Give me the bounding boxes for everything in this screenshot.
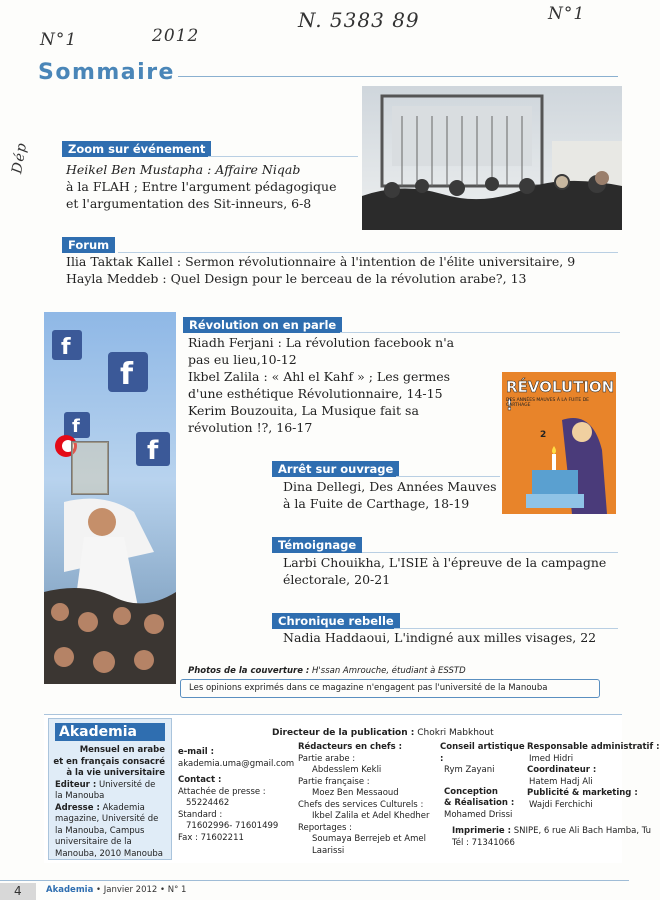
imprimerie-block <box>452 826 652 849</box>
handwritten-reference: N. 5383 89 <box>298 8 420 32</box>
svg-text:f: f <box>147 436 159 466</box>
author: Heikel Ben Mustapha : Affaire Niqab <box>66 162 301 177</box>
toc-entry-revolution[interactable] <box>188 334 454 436</box>
book-cover-title: RÉVOLUTION ! <box>506 378 615 414</box>
section-rule <box>396 476 500 477</box>
chefs-label: Chefs des services Culturels : <box>298 799 424 810</box>
redacteurs-label: Rédacteurs en chefs : <box>298 742 403 752</box>
conception-label: Conception <box>444 786 498 797</box>
svg-text:f: f <box>61 335 71 360</box>
toc-line: d'une esthétique Révolutionnaire, 14-15 <box>188 386 443 401</box>
section-rule <box>208 156 358 157</box>
desc-line: Mensuel en arabe <box>79 745 165 755</box>
disclaimer: Les opinions exprimés dans ce magazine n'engagent pas l'université de la Manouba <box>180 679 600 698</box>
toc-entry-chronique[interactable]: Nadia Haddaoui, L'indigné aux milles visages, 22 <box>283 630 597 645</box>
directeur <box>272 728 494 740</box>
footer-date: • Janvier 2012 • N° 1 <box>96 885 187 895</box>
directeur-label: Directeur de la publication : <box>272 728 415 738</box>
toc-line: et l'argumentation des Sit-inneurs, 6-8 <box>66 196 312 211</box>
imprimerie-label: Imprimerie : <box>452 826 512 836</box>
fax-value: Fax : 71602211 <box>178 832 244 843</box>
toc-entry-temoignage[interactable] <box>283 554 606 588</box>
protest-photo <box>362 86 622 230</box>
presse-label: Attachée de presse : <box>178 786 266 797</box>
toc-line: Larbi Chouikha, L'ISIE à l'épreuve de la campagne <box>283 555 607 570</box>
toc-line: à la FLAH ; Entre l'argument pédagogique <box>66 179 337 194</box>
reportages-label: Reportages : <box>298 822 353 833</box>
desc-line: et en français consacré <box>53 756 165 767</box>
toc-line: Dina Dellegi, Des Années Mauves <box>283 479 497 494</box>
masthead-info <box>48 718 172 860</box>
adresse-label: Adresse : <box>55 802 100 813</box>
toc-line: Riadh Ferjani : La révolution facebook n'a <box>188 335 455 350</box>
masthead-editeur <box>49 780 171 803</box>
footer-rule <box>0 880 629 881</box>
toc-line: électorale, 20-21 <box>283 572 391 587</box>
footer-issue <box>46 885 186 895</box>
section-rule <box>340 332 620 333</box>
conseil-block <box>440 742 528 821</box>
pub-value: Wajdi Ferchichi <box>529 799 593 810</box>
arabe-label: Partie arabe : <box>298 753 356 764</box>
page-number: 4 <box>0 883 36 900</box>
svg-text:f: f <box>72 416 80 437</box>
toc-line: à la Fuite de Carthage, 18-19 <box>283 496 470 511</box>
book-cover <box>502 372 616 514</box>
admin-value: Imed Hidri <box>529 753 574 764</box>
francaise-label: Partie française : <box>298 776 370 787</box>
chefs-value: Ikbel Zalila et Adel Khedher <box>312 811 430 821</box>
toc-line: Ikbel Zalila : « Ahl el Kahf » ; Les germes <box>188 369 451 384</box>
toc-entry-forum[interactable] <box>66 253 626 287</box>
handwritten-margin-note: Dép <box>9 141 31 175</box>
svg-text:f: f <box>120 357 134 392</box>
section-rule <box>362 552 618 553</box>
section-label-zoom: Zoom sur événement <box>62 141 211 157</box>
title-divider <box>178 76 618 77</box>
section-label-temoignage: Témoignage <box>272 537 362 553</box>
directeur-value: Chokri Mabkhout <box>417 728 494 738</box>
imprimerie-value: SNIPE, 6 rue Ali Bach Hamba, Tu <box>513 826 652 836</box>
coord-label: Coordinateur : <box>527 765 597 775</box>
handwritten-year: 2012 <box>152 26 200 46</box>
email-label: e-mail : <box>178 747 215 757</box>
imprimerie-tel: Tél : 71341066 <box>452 837 515 848</box>
section-label-forum: Forum <box>62 237 115 253</box>
section-label-revolution: Révolution on en parle <box>183 317 342 333</box>
handwritten-number-right: N°1 <box>548 4 586 24</box>
toc-line: Ilia Taktak Kallel : Sermon révolutionnaire à l'intention de l'élite universitaire, 9 <box>66 254 576 269</box>
conseil-value: Rym Zayani <box>444 765 495 775</box>
footer-mag: Akademia <box>46 885 94 895</box>
conseil-label: Conseil artistique : <box>440 742 525 764</box>
contact-label: Contact : <box>178 775 222 785</box>
contact-block <box>178 747 295 844</box>
editeur-label: Editeur : <box>55 779 97 790</box>
reportages-value: Soumaya Berrejeb et Amel Laarissi <box>312 834 426 856</box>
email-value[interactable]: akademia.uma@gmail.com <box>178 758 295 769</box>
realisation-label: & Réalisation : <box>444 798 515 808</box>
masthead-description <box>49 745 171 780</box>
masthead-logo: Akademia <box>55 723 165 741</box>
admin-label: Responsable administratif : <box>527 742 660 752</box>
toc-entry-arret[interactable] <box>283 478 497 512</box>
arabe-value: Abdesslem Kekli <box>312 765 382 775</box>
toc-line: Kerim Bouzouita, La Musique fait sa <box>188 403 419 418</box>
editeur-value: Université de la Manouba <box>55 779 156 801</box>
adresse-value: Akademia magazine, Université de la Manouba, Campus universitaire de la Manouba, 2010 Manouba <box>55 802 163 859</box>
toc-line: Hayla Meddeb : Quel Design pour le berceau de la révolution arabe?, 13 <box>66 271 527 286</box>
photo-credit <box>188 666 466 676</box>
standard-label: Standard : <box>178 809 223 820</box>
coord-value: Hatem Hadj Ali <box>529 776 593 787</box>
conception-value: Mohamed Drissi <box>444 809 513 820</box>
masthead-adresse <box>49 803 171 861</box>
book-cover-subtitle: DES ANNÉES MAUVES À LA FUITE DE CARTHAGE <box>506 398 590 408</box>
section-label-chronique: Chronique rebelle <box>272 613 400 629</box>
cover-photo-collage <box>44 312 176 684</box>
pub-label: Publicité & marketing : <box>527 788 638 798</box>
toc-line: pas eu lieu,10-12 <box>188 352 297 367</box>
redacteurs-block <box>298 742 440 857</box>
page-title: Sommaire <box>38 60 175 85</box>
photo-credit-value: H'ssan Amrouche, étudiant à ESSTD <box>312 666 466 676</box>
toc-line: révolution !?, 16-17 <box>188 420 313 435</box>
toc-entry-zoom[interactable] <box>66 161 337 212</box>
desc-line: à la vie universitaire <box>66 768 165 778</box>
francaise-value: Moez Ben Messaoud <box>312 788 399 798</box>
presse-value: 55224462 <box>186 798 230 808</box>
photo-credit-label: Photos de la couverture : <box>188 666 310 676</box>
book-cover-number: 2 <box>540 430 547 440</box>
standard-value: 71602996- 71601499 <box>186 821 279 831</box>
handwritten-number: N°1 <box>40 30 78 50</box>
section-label-arret: Arrêt sur ouvrage <box>272 461 399 477</box>
admin-block <box>527 742 660 811</box>
